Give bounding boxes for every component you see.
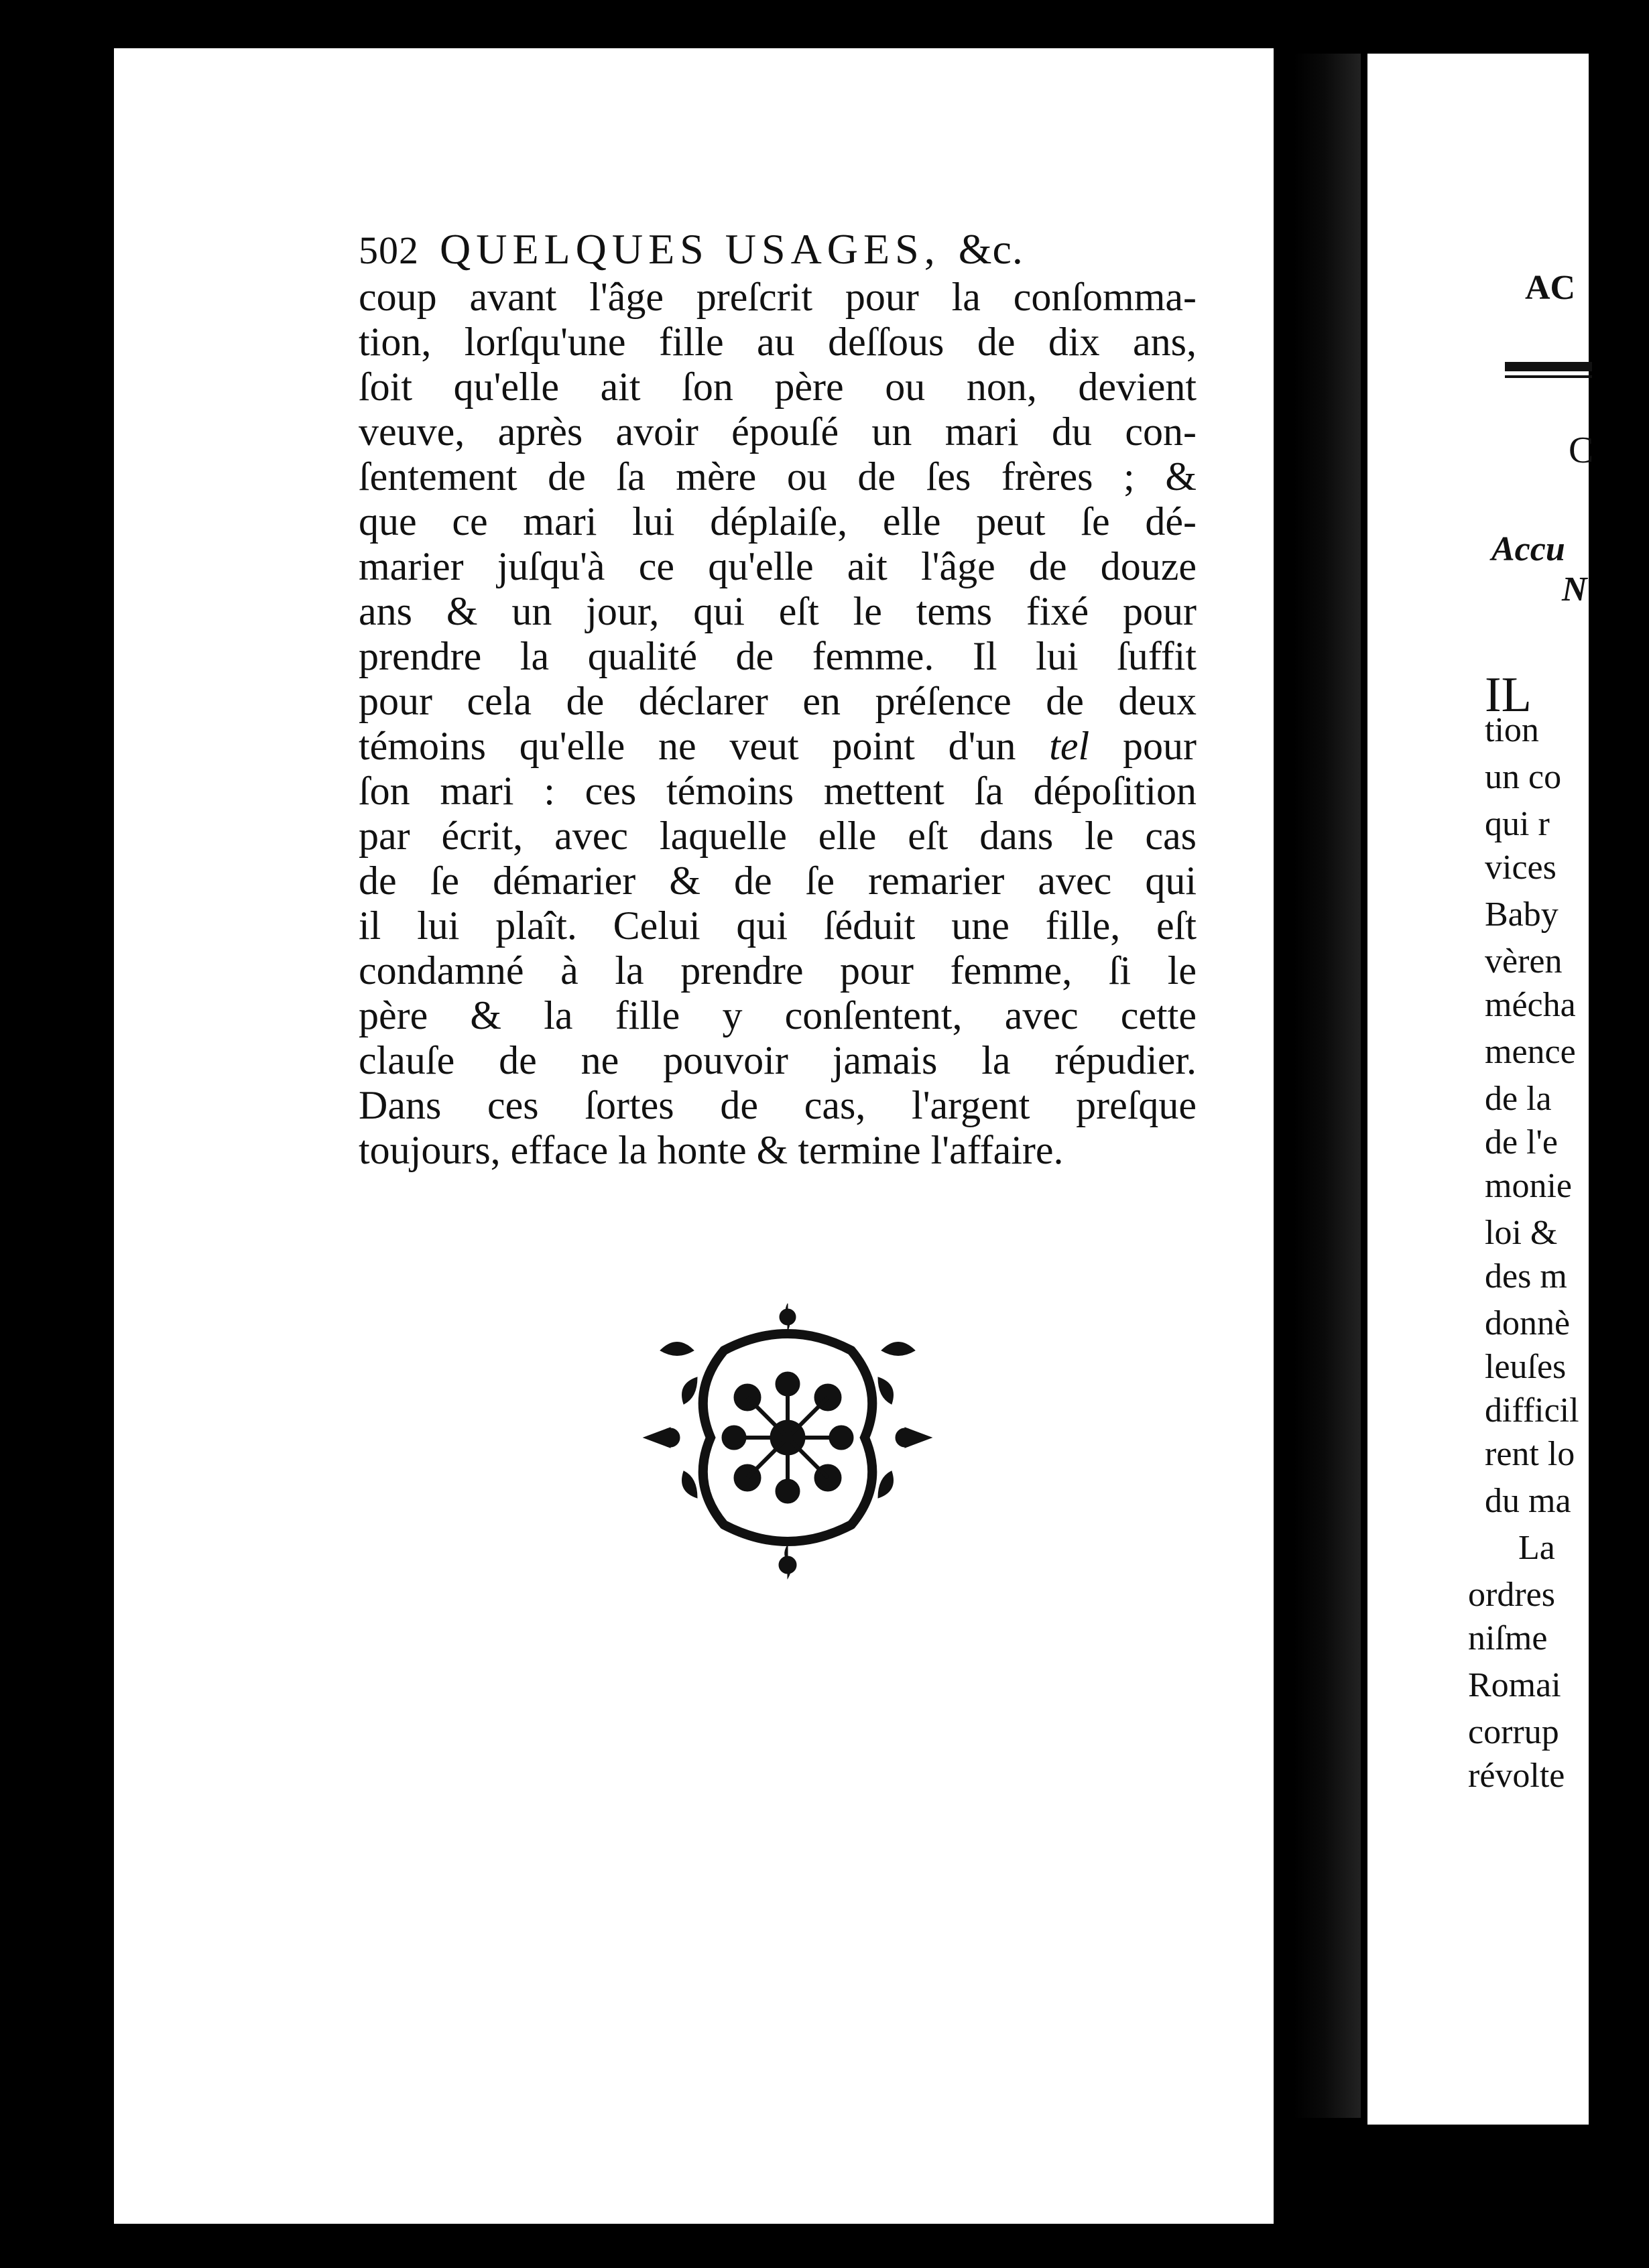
right-page-fragment: N [1562, 570, 1587, 609]
text-line [359, 544, 1197, 589]
right-page-fragment: tion [1485, 711, 1539, 749]
text-line [359, 1038, 1197, 1083]
right-page-fragment: ordres [1468, 1576, 1555, 1614]
text-line [359, 1083, 1197, 1128]
right-page-fragment: monie [1485, 1167, 1572, 1205]
running-head [359, 225, 1183, 274]
text-fragment: par écrit, avec laquelle elle eſt dans le cas [359, 814, 1197, 858]
right-page-fragment: AC [1525, 269, 1576, 307]
text-line [359, 859, 1197, 903]
right-page-fragment: IL [1485, 668, 1532, 722]
right-page-fragment: niſme [1468, 1619, 1548, 1657]
text-fragment: tel [1049, 724, 1090, 768]
right-page-fragment: mence [1485, 1033, 1576, 1071]
text-line [359, 814, 1197, 859]
right-page-fragment: vices [1485, 848, 1556, 887]
right-page-rule [1505, 362, 1592, 371]
right-page-fragment: Romai [1468, 1666, 1561, 1704]
text-line [359, 365, 1197, 410]
right-page-rule-thin [1505, 375, 1592, 378]
text-fragment: témoins qu'elle ne veut point d'un [359, 724, 1050, 768]
right-page-fragment: un co [1485, 758, 1562, 796]
right-page-fragment: mécha [1485, 986, 1576, 1024]
text-line [359, 948, 1197, 993]
right-page-fragment: C [1569, 430, 1594, 471]
running-title: QUELQUES USAGES, [440, 225, 940, 273]
text-line [359, 320, 1197, 365]
text-fragment: ſoit qu'elle ait ſon père ou non, devient [359, 365, 1197, 409]
text-line [359, 993, 1197, 1038]
text-fragment: père & la fille y conſentent, avec cette [359, 993, 1197, 1037]
text-line [359, 589, 1197, 634]
text-fragment: ſentement de ſa mère ou de ſes frères ; & [359, 454, 1197, 499]
right-page-fragment: donnè [1485, 1304, 1571, 1342]
text-line [359, 454, 1197, 499]
running-title-suffix: &c. [958, 225, 1024, 273]
text-fragment: pour [1089, 724, 1197, 768]
text-fragment: marier juſqu'à ce qu'elle ait l'âge de douze [359, 544, 1197, 588]
text-fragment: condamné à la prendre pour femme, ſi le [359, 948, 1197, 993]
text-line [359, 903, 1197, 948]
text-line [359, 679, 1197, 724]
text-line [359, 275, 1197, 320]
right-page-fragment: des m [1485, 1257, 1567, 1296]
right-page-fragment: révolte [1468, 1757, 1565, 1795]
text-line [359, 724, 1197, 769]
text-line [359, 634, 1197, 679]
text-line [359, 1128, 1197, 1173]
right-page-fragment: de la [1485, 1080, 1552, 1118]
text-fragment: prendre la qualité de femme. Il lui ſuffit [359, 634, 1197, 678]
text-fragment: ans & un jour, qui eſt le tems fixé pour [359, 589, 1197, 633]
text-line [359, 499, 1197, 544]
text-fragment: tion, lorſqu'une fille au deſſous de dix ans, [359, 320, 1197, 364]
text-fragment: que ce mari lui déplaiſe, elle peut ſe dé- [359, 499, 1197, 544]
text-line [359, 410, 1197, 454]
book-gutter [1294, 54, 1361, 2118]
body-text [359, 275, 1197, 1173]
text-fragment: Dans ces ſortes de cas, l'argent preſque [359, 1083, 1197, 1127]
text-fragment: coup avant l'âge preſcrit pour la conſomma- [359, 275, 1197, 319]
right-page-fragment: qui r [1485, 805, 1550, 843]
right-page-fragment: corrup [1468, 1713, 1559, 1751]
right-page-fragment: leuſes [1485, 1348, 1567, 1386]
right-page-fragment: du ma [1485, 1482, 1571, 1520]
fleuron-ornament [623, 1290, 952, 1585]
text-fragment: il lui plaît. Celui qui ſéduit une fille, eſt [359, 903, 1197, 948]
right-page-fragment: difficil [1485, 1391, 1579, 1430]
right-page-fragment: Baby [1485, 895, 1559, 934]
text-fragment: ſon mari : ces témoins mettent ſa dépoſition [359, 769, 1197, 813]
text-fragment: de ſe démarier & de ſe remarier avec qui [359, 859, 1197, 903]
right-page-fragment: Accu [1491, 530, 1565, 568]
right-page-fragment: loi & [1485, 1214, 1558, 1252]
page-number: 502 [359, 229, 419, 272]
right-page-fragment: rent lo [1485, 1435, 1575, 1473]
right-page-fragment: vèren [1485, 942, 1563, 981]
text-fragment: clauſe de ne pouvoir jamais la répudier. [359, 1038, 1197, 1082]
text-line [359, 769, 1197, 814]
right-page-fragment: de l'e [1485, 1123, 1558, 1161]
text-fragment: toujours, efface la honte & termine l'affaire. [359, 1128, 1064, 1172]
text-fragment: veuve, après avoir épouſé un mari du con- [359, 410, 1197, 454]
text-fragment: pour cela de déclarer en préſence de deux [359, 679, 1197, 723]
right-page-fragment: La [1518, 1529, 1555, 1567]
